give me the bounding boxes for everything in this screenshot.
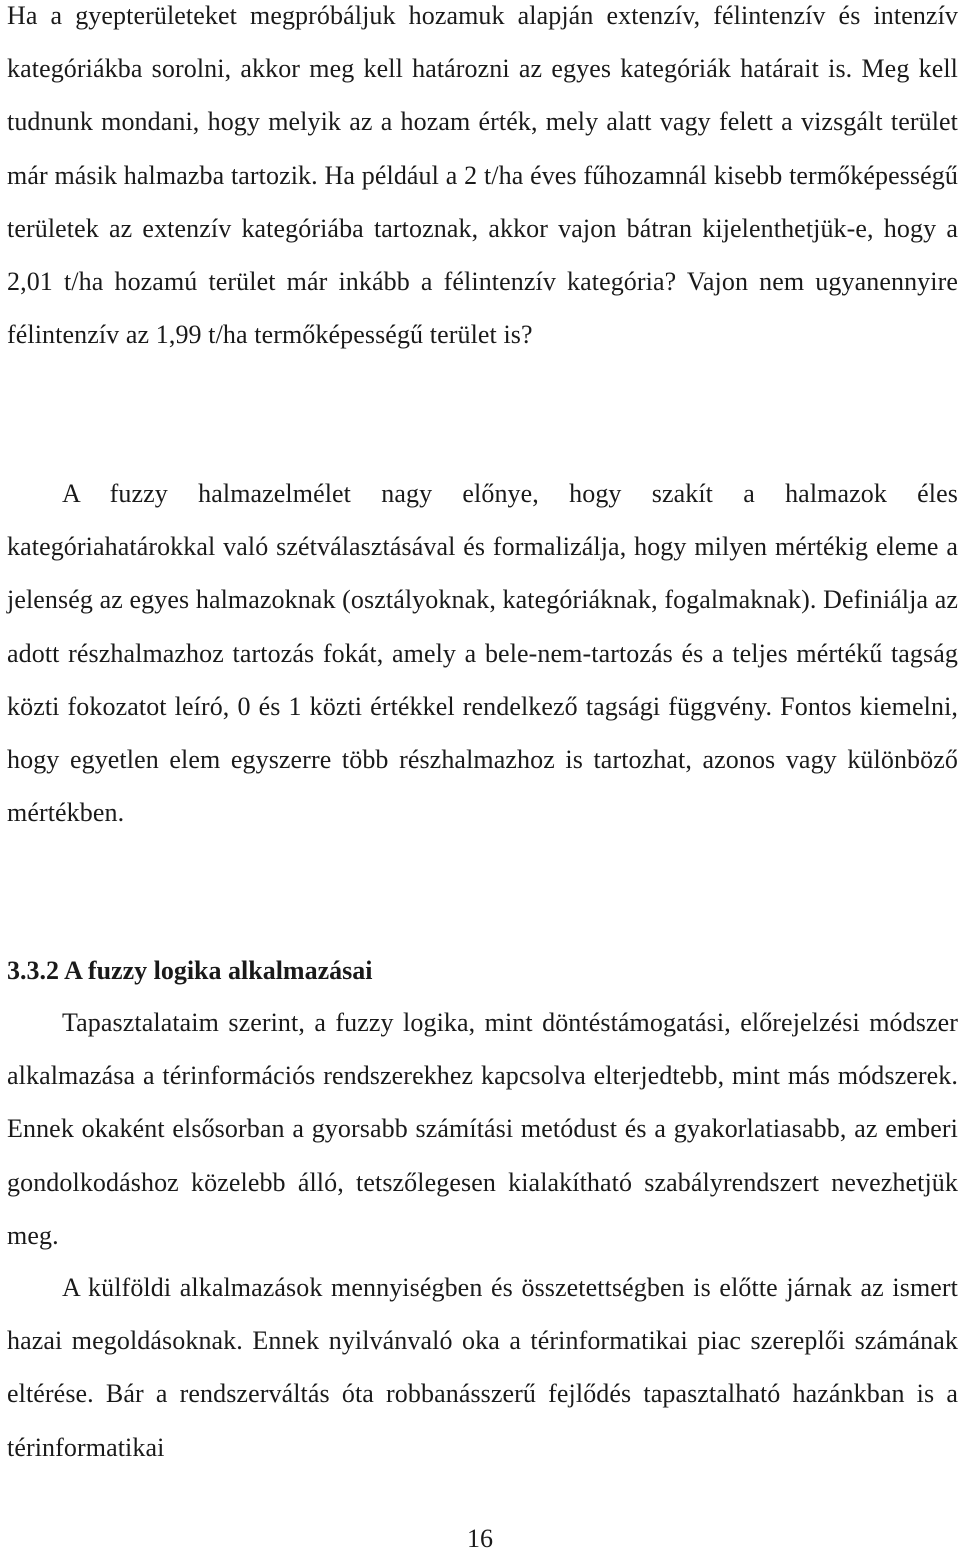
paragraph-fuzzy-categories: Ha a gyepterületeket megpróbáljuk hozamuk alapján extenzív, félintenzív és intenzív kategóriákba sorolni, akkor meg kell határozni az egyes kategóriák határait is. Meg kell tudnunk mondani, hogy melyik az a hozam érték, mely alatt vagy felett a vizsgált terület már másik halmazba tartozik. Ha például a 2 t/ha éves fűhozamnál kisebb termőképességű területek az extenzív kategóriába tartoznak, akkor vajon bátran kijelenthetjük-e, hogy a 2,01 t/ha hozamú terület már inkább a félintenzív kategória? Vajon nem ugyanennyire félintenzív az 1,99 t/ha termőképességű terület is?: [7, 1, 958, 350]
paragraph-fuzzy-set-theory: A fuzzy halmazelmélet nagy előnye, hogy szakít a halmazok éles kategóriahatárokkal való szétválasztásával és formalizálja, hogy milyen mértékig eleme a jelenség az egyes halmazoknak (osztályoknak, kategóriáknak, fogalmaknak). Definiálja az adott részhalmazhoz tartozás fokát, amely a bele-nem-tartozás és a teljes mértékű tagság közti fokozatot leíró, 0 és 1 közti értékkel rendelkező tagsági függvény. Fontos kiemelni, hogy egyetlen elem egyszerre több részhalmazhoz is tartozhat, azonos vagy különböző mértékben.: [7, 479, 958, 828]
paragraph-foreign-applications: A külföldi alkalmazások mennyiségben és összetettségben is előtte járnak az ismert hazai megoldásoknak. Ennek nyilvánvaló oka a térinformatikai piac szereplői számának eltérése. Bár a rendszerváltás óta robbanásszerű fejlődés tapasztalható hazánkban is a térinformatikai: [7, 1273, 958, 1462]
paragraph-fuzzy-applications: Tapasztalataim szerint, a fuzzy logika, mint döntéstámogatási, előrejelzési módszer alkalmazása a térinformációs rendszerekhez kapcsolva elterjedtebb, mint más módszerek. Ennek okaként elsősorban a gyorsabb számítási metódust és a gyakorlatiasabb, az emberi gondolkodáshoz közelebb álló, tetszőlegesen kialakítható szabályrendszert nevezhetjük meg.: [7, 1008, 958, 1250]
section-heading: 3.3.2 A fuzzy logika alkalmazásai: [7, 956, 373, 985]
page-number: 16: [467, 1524, 493, 1553]
